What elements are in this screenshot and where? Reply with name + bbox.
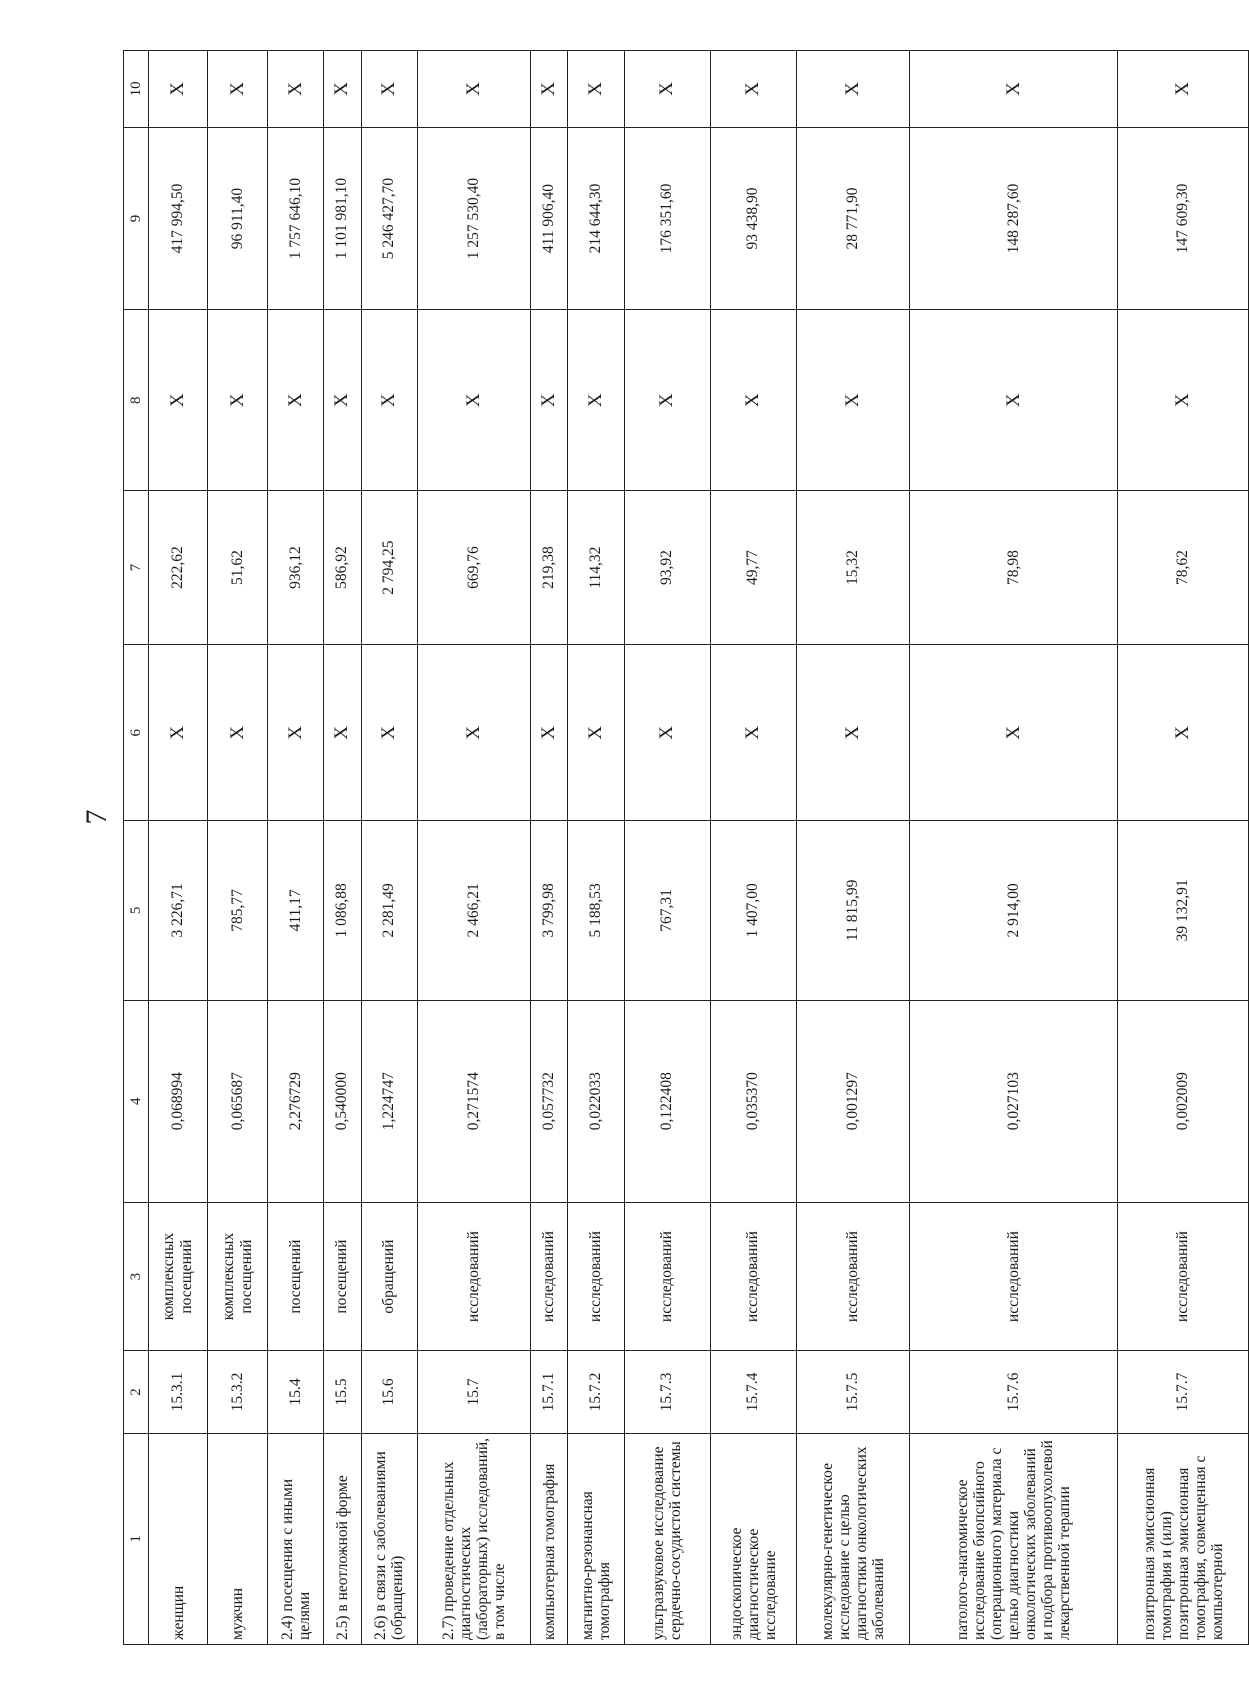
row-col7-cell: 78,62 (1118, 490, 1249, 644)
row-code-cell: 15.7.3 (624, 1351, 710, 1433)
row-norm-cell: 2,276729 (267, 1000, 323, 1202)
row-col9-cell: 147 609,30 (1118, 127, 1249, 310)
header-cell: 10 (124, 51, 149, 128)
row-col7-cell: 49,77 (710, 490, 796, 644)
rotated-table-container (123, 50, 1249, 1645)
row-norm-cell: 0,068994 (149, 1000, 208, 1202)
row-col10-cell: X (324, 51, 361, 128)
row-name-cell: эндоскопическое диагностическое исследование (710, 1433, 796, 1644)
row-col6-cell: X (710, 645, 796, 821)
row-cost-cell: 1 086,88 (324, 821, 361, 1000)
row-col6-cell: X (361, 645, 417, 821)
row-col7-cell: 2 794,25 (361, 490, 417, 644)
row-col10-cell: X (568, 51, 624, 128)
header-cell: 1 (124, 1433, 149, 1644)
row-col6-cell: X (149, 645, 208, 821)
row-col8-cell: X (568, 310, 624, 491)
row-cost-cell: 11 815,99 (797, 821, 910, 1000)
row-code-cell: 15.7.5 (797, 1351, 910, 1433)
row-name-cell: магнитно-резонансная томография (568, 1433, 624, 1644)
row-col10-cell: X (797, 51, 910, 128)
row-cost-cell: 3 226,71 (149, 821, 208, 1000)
row-name-cell: ультразвуковое исследование сердечно-сосудистой системы (624, 1433, 710, 1644)
row-code-cell: 15.7.2 (568, 1351, 624, 1433)
row-col7-cell: 936,12 (267, 490, 323, 644)
row-col7-cell: 219,38 (531, 490, 568, 644)
row-name-cell: женщин (149, 1433, 208, 1644)
row-code-cell: 15.7.4 (710, 1351, 796, 1433)
row-norm-cell: 0,122408 (624, 1000, 710, 1202)
row-col8-cell: X (324, 310, 361, 491)
row-name-cell: 2.7) проведение отдельных диагностических (лабораторных) исследований, в том числе (418, 1433, 531, 1644)
row-norm-cell: 0,001297 (797, 1000, 910, 1202)
header-cell: 7 (124, 490, 149, 644)
row-code-cell: 15.3.1 (149, 1351, 208, 1433)
row-col10-cell: X (208, 51, 267, 128)
row-name-cell: компьютерная томография (531, 1433, 568, 1644)
row-col9-cell: 148 287,60 (910, 127, 1118, 310)
table-row (1118, 51, 1249, 1645)
row-code-cell: 15.5 (324, 1351, 361, 1433)
row-norm-cell: 0,271574 (418, 1000, 531, 1202)
row-col10-cell: X (149, 51, 208, 128)
row-code-cell: 15.6 (361, 1351, 417, 1433)
row-unit-cell: посещений (324, 1202, 361, 1351)
row-col8-cell: X (797, 310, 910, 491)
row-norm-cell: 0,057732 (531, 1000, 568, 1202)
row-code-cell: 15.7.7 (1118, 1351, 1249, 1433)
header-cell: 6 (124, 645, 149, 821)
row-col7-cell: 222,62 (149, 490, 208, 644)
table-row (418, 51, 531, 1645)
row-col10-cell: X (531, 51, 568, 128)
row-unit-cell: исследований (1118, 1202, 1249, 1351)
header-cell: 4 (124, 1000, 149, 1202)
row-col7-cell: 78,98 (910, 490, 1118, 644)
row-unit-cell: исследований (624, 1202, 710, 1351)
row-col8-cell: X (531, 310, 568, 491)
header-cell: 2 (124, 1351, 149, 1433)
row-cost-cell: 785,77 (208, 821, 267, 1000)
row-col8-cell: X (710, 310, 796, 491)
row-col7-cell: 114,32 (568, 490, 624, 644)
row-col7-cell: 51,62 (208, 490, 267, 644)
row-unit-cell: комплексных посещений (149, 1202, 208, 1351)
row-code-cell: 15.4 (267, 1351, 323, 1433)
page-number: 7 (80, 809, 113, 825)
row-col9-cell: 1 757 646,10 (267, 127, 323, 310)
table-row (797, 51, 910, 1645)
row-unit-cell: исследований (797, 1202, 910, 1351)
row-code-cell: 15.3.2 (208, 1351, 267, 1433)
row-col9-cell: 1 257 530,40 (418, 127, 531, 310)
row-col10-cell: X (624, 51, 710, 128)
row-name-cell: патолого-анатомическое исследование биопсийного (операционного) материала с целью диагностики онкологических заболеваний и подбора противоопухолевой лекарственной терапии (910, 1433, 1118, 1644)
row-col8-cell: X (361, 310, 417, 491)
header-row (124, 51, 149, 1645)
row-norm-cell: 0,540000 (324, 1000, 361, 1202)
row-norm-cell: 0,027103 (910, 1000, 1118, 1202)
row-col8-cell: X (1118, 310, 1249, 491)
row-col9-cell: 93 438,90 (710, 127, 796, 310)
table-row (361, 51, 417, 1645)
row-norm-cell: 0,022033 (568, 1000, 624, 1202)
table-row (149, 51, 208, 1645)
table-row (710, 51, 796, 1645)
table-row (267, 51, 323, 1645)
row-col6-cell: X (910, 645, 1118, 821)
row-norm-cell: 0,035370 (710, 1000, 796, 1202)
row-col9-cell: 5 246 427,70 (361, 127, 417, 310)
row-col10-cell: X (361, 51, 417, 128)
row-cost-cell: 1 407,00 (710, 821, 796, 1000)
tariff-table (123, 50, 1249, 1645)
row-col10-cell: X (267, 51, 323, 128)
table-row (208, 51, 267, 1645)
row-col7-cell: 93,92 (624, 490, 710, 644)
row-cost-cell: 767,31 (624, 821, 710, 1000)
row-code-cell: 15.7.1 (531, 1351, 568, 1433)
row-col10-cell: X (418, 51, 531, 128)
row-col9-cell: 28 771,90 (797, 127, 910, 310)
row-name-cell: 2.5) в неотложной форме (324, 1433, 361, 1644)
row-name-cell: 2.6) в связи с заболеваниями (обращений) (361, 1433, 417, 1644)
row-unit-cell: исследований (568, 1202, 624, 1351)
table-body (149, 51, 1249, 1645)
row-unit-cell: посещений (267, 1202, 323, 1351)
table-row (624, 51, 710, 1645)
row-name-cell: 2.4) посещения с иными целями (267, 1433, 323, 1644)
row-col6-cell: X (267, 645, 323, 821)
table-row (568, 51, 624, 1645)
row-col10-cell: X (1118, 51, 1249, 128)
row-unit-cell: исследований (910, 1202, 1118, 1351)
row-name-cell: мужчин (208, 1433, 267, 1644)
row-col7-cell: 669,76 (418, 490, 531, 644)
row-col8-cell: X (208, 310, 267, 491)
row-col6-cell: X (624, 645, 710, 821)
row-norm-cell: 0,065687 (208, 1000, 267, 1202)
row-col10-cell: X (710, 51, 796, 128)
row-col9-cell: 1 101 981,10 (324, 127, 361, 310)
row-col8-cell: X (267, 310, 323, 491)
table-row (531, 51, 568, 1645)
header-cell: 9 (124, 127, 149, 310)
row-name-cell: позитронная эмиссионная томография и (или) позитронная эмиссионная томография, совмещенная с компьютерной (1118, 1433, 1249, 1644)
row-cost-cell: 2 914,00 (910, 821, 1118, 1000)
row-col10-cell: X (910, 51, 1118, 128)
table-row (910, 51, 1118, 1645)
header-cell: 8 (124, 310, 149, 491)
header-cell: 5 (124, 821, 149, 1000)
row-col6-cell: X (568, 645, 624, 821)
row-col6-cell: X (797, 645, 910, 821)
row-name-cell: молекулярно-генетическое исследование с целью диагностики онкологических заболеваний (797, 1433, 910, 1644)
row-unit-cell: комплексных посещений (208, 1202, 267, 1351)
row-col9-cell: 214 644,30 (568, 127, 624, 310)
row-code-cell: 15.7.6 (910, 1351, 1118, 1433)
row-code-cell: 15.7 (418, 1351, 531, 1433)
row-col8-cell: X (418, 310, 531, 491)
row-cost-cell: 5 188,53 (568, 821, 624, 1000)
row-norm-cell: 1,224747 (361, 1000, 417, 1202)
row-col6-cell: X (208, 645, 267, 821)
row-cost-cell: 39 132,91 (1118, 821, 1249, 1000)
header-cell: 3 (124, 1202, 149, 1351)
row-unit-cell: исследований (418, 1202, 531, 1351)
row-unit-cell: обращений (361, 1202, 417, 1351)
row-col9-cell: 417 994,50 (149, 127, 208, 310)
row-col9-cell: 411 906,40 (531, 127, 568, 310)
row-col9-cell: 176 351,60 (624, 127, 710, 310)
row-col8-cell: X (624, 310, 710, 491)
row-col6-cell: X (1118, 645, 1249, 821)
row-cost-cell: 3 799,98 (531, 821, 568, 1000)
row-norm-cell: 0,002009 (1118, 1000, 1249, 1202)
table-row (324, 51, 361, 1645)
row-cost-cell: 2 466,21 (418, 821, 531, 1000)
row-col6-cell: X (418, 645, 531, 821)
row-col7-cell: 586,92 (324, 490, 361, 644)
row-col6-cell: X (324, 645, 361, 821)
row-col9-cell: 96 911,40 (208, 127, 267, 310)
row-unit-cell: исследований (710, 1202, 796, 1351)
row-col8-cell: X (910, 310, 1118, 491)
row-cost-cell: 411,17 (267, 821, 323, 1000)
row-col8-cell: X (149, 310, 208, 491)
row-col6-cell: X (531, 645, 568, 821)
row-cost-cell: 2 281,49 (361, 821, 417, 1000)
row-col7-cell: 15,32 (797, 490, 910, 644)
row-unit-cell: исследований (531, 1202, 568, 1351)
